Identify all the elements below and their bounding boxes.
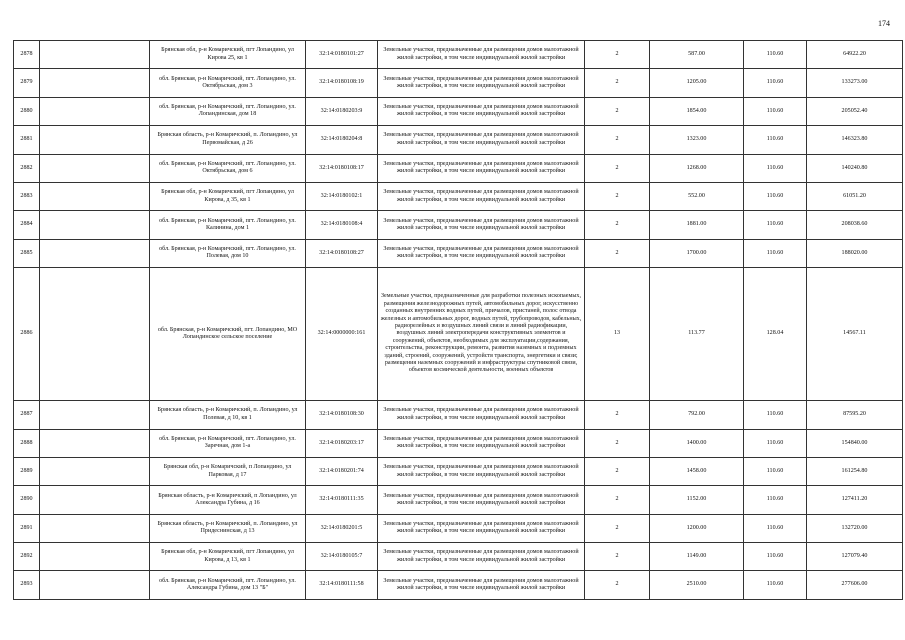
rate-cell: 110.60 [744, 429, 807, 457]
table-body [14, 41, 903, 600]
group-cell: 2 [585, 514, 650, 542]
land-use-cell: Земельные участки, предназначенные для разработки полезных ископаемых, размещения железнодорожных путей, автомобильных дорог, искусственно созданных внутренних водных путей, причалов, пристаней, полос отвода железных и автомобильных дорог, водных путей, трубопроводов, кабельных, радиорелейных и воздушных линий связи и линий радиофикации, воздушных линий электропередачи конструктивных элементов и сооружений, объектов, необходимых для эксплуатации,содержания, строительства, реконструкции, ремонта, развития наземных и подземных зданий, строений, сооружений, устройств транспорта, энергетики и связи; размещения наземных сооружений и инфраструктуры спутниковой связи, объектов космической деятельности, военных объектов [378, 268, 585, 401]
row-number-cell: 2889 [14, 457, 40, 485]
area-cell: 1700.00 [650, 239, 744, 267]
table-row [14, 514, 903, 542]
row-number-cell: 2880 [14, 97, 40, 125]
row-number-cell: 2886 [14, 268, 40, 401]
rate-cell: 110.60 [744, 401, 807, 429]
group-cell: 2 [585, 543, 650, 571]
cadastral-value-cell: 133273.00 [807, 69, 903, 97]
table-row [14, 401, 903, 429]
address-cell: обл. Брянская, р-н Комаричский, пгт. Лопандино, ул. Октябрьская, дом 6 [150, 154, 306, 182]
cadastral-number-cell: 32:14:0180203:17 [306, 429, 378, 457]
land-use-cell: Земельные участки, предназначенные для размещения домов малоэтажной жилой застройки, в том числе индивидуальной жилой застройки [378, 211, 585, 239]
land-use-cell: Земельные участки, предназначенные для размещения домов малоэтажной жилой застройки, в том числе индивидуальной жилой застройки [378, 69, 585, 97]
cadastral-value-cell: 64922.20 [807, 41, 903, 69]
group-cell: 2 [585, 154, 650, 182]
cadastral-number-cell: 32:14:0180108:27 [306, 239, 378, 267]
table-row [14, 182, 903, 210]
address-cell: Брянская область, р-н Комаричский, п. Лопандино, ул Придеснинская, д 13 [150, 514, 306, 542]
empty-cell [40, 486, 150, 514]
cadastral-value-cell: 87595.20 [807, 401, 903, 429]
rate-cell: 110.60 [744, 457, 807, 485]
empty-cell [40, 97, 150, 125]
rate-cell: 110.60 [744, 239, 807, 267]
empty-cell [40, 41, 150, 69]
land-use-cell: Земельные участки, предназначенные для размещения домов малоэтажной жилой застройки, в том числе индивидуальной жилой застройки [378, 401, 585, 429]
area-cell: 1400.00 [650, 429, 744, 457]
empty-cell [40, 182, 150, 210]
address-cell: Брянская обл, р-н Комаричский, пгт Лопандино, ул Кирова, д 35, кв 1 [150, 182, 306, 210]
group-cell: 2 [585, 571, 650, 599]
group-cell: 2 [585, 429, 650, 457]
area-cell: 1881.00 [650, 211, 744, 239]
cadastral-value-cell: 208038.60 [807, 211, 903, 239]
row-number-cell: 2892 [14, 543, 40, 571]
rate-cell: 110.60 [744, 97, 807, 125]
cadastral-number-cell: 32:14:0180108:4 [306, 211, 378, 239]
cadastral-value-cell: 132720.00 [807, 514, 903, 542]
empty-cell [40, 211, 150, 239]
address-cell: обл. Брянская, р-н Комаричский, пгт. Лопандино, ул. Октябрьская, дом 3 [150, 69, 306, 97]
area-cell: 1323.00 [650, 126, 744, 154]
address-cell: Брянская обл, р-н Комаричский, п Лопандино, ул Парковая, д 17 [150, 457, 306, 485]
rate-cell: 110.60 [744, 211, 807, 239]
address-cell: Брянская область, р-н Комаричский, п. Лопандино, ул Первомайская, д 26 [150, 126, 306, 154]
cadastral-value-cell: 127411.20 [807, 486, 903, 514]
cadastral-number-cell: 32:14:0180108:19 [306, 69, 378, 97]
address-cell: обл. Брянская, р-н Комаричский, пгт. Лопандино, ул. Полевая, дом 10 [150, 239, 306, 267]
group-cell: 2 [585, 486, 650, 514]
land-use-cell: Земельные участки, предназначенные для размещения домов малоэтажной жилой застройки, в том числе индивидуальной жилой застройки [378, 457, 585, 485]
row-number-cell: 2893 [14, 571, 40, 599]
land-use-cell: Земельные участки, предназначенные для размещения домов малоэтажной жилой застройки, в том числе индивидуальной жилой застройки [378, 126, 585, 154]
land-use-cell: Земельные участки, предназначенные для размещения домов малоэтажной жилой застройки, в том числе индивидуальной жилой застройки [378, 239, 585, 267]
area-cell: 2510.00 [650, 571, 744, 599]
area-cell: 552.00 [650, 182, 744, 210]
table-row [14, 571, 903, 599]
cadastral-value-cell: 140240.80 [807, 154, 903, 182]
rate-cell: 110.60 [744, 154, 807, 182]
area-cell: 1854.00 [650, 97, 744, 125]
land-use-cell: Земельные участки, предназначенные для размещения домов малоэтажной жилой застройки, в том числе индивидуальной жилой застройки [378, 154, 585, 182]
land-use-cell: Земельные участки, предназначенные для размещения домов малоэтажной жилой застройки, в том числе индивидуальной жилой застройки [378, 486, 585, 514]
address-cell: Брянская область, р-н Комаричский, п Лопандино, ул Александра Губина, д 16 [150, 486, 306, 514]
empty-cell [40, 543, 150, 571]
area-cell: 792.00 [650, 401, 744, 429]
group-cell: 2 [585, 239, 650, 267]
area-cell: 1205.00 [650, 69, 744, 97]
empty-cell [40, 429, 150, 457]
area-cell: 587.00 [650, 41, 744, 69]
area-cell: 1149.00 [650, 543, 744, 571]
group-cell: 2 [585, 457, 650, 485]
row-number-cell: 2891 [14, 514, 40, 542]
empty-cell [40, 514, 150, 542]
cadastral-number-cell: 32:14:0180201:74 [306, 457, 378, 485]
land-use-cell: Земельные участки, предназначенные для размещения домов малоэтажной жилой застройки, в том числе индивидуальной жилой застройки [378, 41, 585, 69]
cadastral-value-cell: 188020.00 [807, 239, 903, 267]
table-row [14, 41, 903, 69]
group-cell: 13 [585, 268, 650, 401]
rate-cell: 110.60 [744, 69, 807, 97]
group-cell: 2 [585, 41, 650, 69]
table-row [14, 126, 903, 154]
address-cell: Брянская область, р-н Комаричский, п. Лопандино, ул Полевая, д 10, кв 1 [150, 401, 306, 429]
empty-cell [40, 457, 150, 485]
address-cell: обл. Брянская, р-н Комаричский, пгт. Лопандино, МО Лопандинское сельское поселение [150, 268, 306, 401]
rate-cell: 110.60 [744, 126, 807, 154]
cadastral-value-cell: 277606.00 [807, 571, 903, 599]
land-use-cell: Земельные участки, предназначенные для размещения домов малоэтажной жилой застройки, в том числе индивидуальной жилой застройки [378, 514, 585, 542]
empty-cell [40, 69, 150, 97]
rate-cell: 110.60 [744, 41, 807, 69]
row-number-cell: 2882 [14, 154, 40, 182]
cadastral-number-cell: 32:14:0180111:35 [306, 486, 378, 514]
group-cell: 2 [585, 182, 650, 210]
table-row [14, 239, 903, 267]
table-row [14, 97, 903, 125]
rate-cell: 110.60 [744, 571, 807, 599]
page-number: 174 [878, 19, 890, 28]
group-cell: 2 [585, 97, 650, 125]
row-number-cell: 2884 [14, 211, 40, 239]
land-use-cell: Земельные участки, предназначенные для размещения домов малоэтажной жилой застройки, в том числе индивидуальной жилой застройки [378, 97, 585, 125]
table-row [14, 429, 903, 457]
cadastral-value-cell: 127079.40 [807, 543, 903, 571]
empty-cell [40, 126, 150, 154]
group-cell: 2 [585, 401, 650, 429]
table-row [14, 457, 903, 485]
area-cell: 113.77 [650, 268, 744, 401]
rate-cell: 110.60 [744, 486, 807, 514]
area-cell: 1200.00 [650, 514, 744, 542]
table-row [14, 69, 903, 97]
table-row [14, 268, 903, 401]
cadastral-value-table [13, 40, 903, 600]
row-number-cell: 2881 [14, 126, 40, 154]
table-row [14, 543, 903, 571]
address-cell: Брянская обл, р-н Комаричский, пгт Лопандино, ул Кирова 25, кв 1 [150, 41, 306, 69]
land-use-cell: Земельные участки, предназначенные для размещения домов малоэтажной жилой застройки, в том числе индивидуальной жилой застройки [378, 543, 585, 571]
row-number-cell: 2878 [14, 41, 40, 69]
cadastral-value-cell: 14567.11 [807, 268, 903, 401]
cadastral-number-cell: 32:14:0180102:1 [306, 182, 378, 210]
group-cell: 2 [585, 69, 650, 97]
table-row [14, 486, 903, 514]
cadastral-value-cell: 154840.00 [807, 429, 903, 457]
group-cell: 2 [585, 126, 650, 154]
cadastral-number-cell: 32:14:0180201:5 [306, 514, 378, 542]
cadastral-value-cell: 205052.40 [807, 97, 903, 125]
rate-cell: 128.04 [744, 268, 807, 401]
empty-cell [40, 239, 150, 267]
table-row [14, 211, 903, 239]
group-cell: 2 [585, 211, 650, 239]
row-number-cell: 2887 [14, 401, 40, 429]
table-row [14, 154, 903, 182]
empty-cell [40, 154, 150, 182]
cadastral-number-cell: 32:14:0180108:17 [306, 154, 378, 182]
cadastral-number-cell: 32:14:0180101:27 [306, 41, 378, 69]
empty-cell [40, 401, 150, 429]
address-cell: обл. Брянская, р-н Комаричский, пгт. Лопандино, ул. Лопандинская, дом 18 [150, 97, 306, 125]
cadastral-number-cell: 32:14:0180105:7 [306, 543, 378, 571]
area-cell: 1152.00 [650, 486, 744, 514]
row-number-cell: 2888 [14, 429, 40, 457]
address-cell: обл. Брянская, р-н Комаричский, пгт. Лопандино, ул. Александра Губина, дом 13 "Б" [150, 571, 306, 599]
area-cell: 1458.00 [650, 457, 744, 485]
address-cell: обл. Брянская, р-н Комаричский, пгт. Лопандино, ул. Заречная, дом 1-а [150, 429, 306, 457]
address-cell: обл. Брянская, р-н Комаричский, пгт. Лопандино, ул. Калинина, дом 1 [150, 211, 306, 239]
cadastral-value-cell: 146323.80 [807, 126, 903, 154]
empty-cell [40, 571, 150, 599]
empty-cell [40, 268, 150, 401]
row-number-cell: 2883 [14, 182, 40, 210]
cadastral-number-cell: 32:14:0180111:58 [306, 571, 378, 599]
row-number-cell: 2890 [14, 486, 40, 514]
land-use-cell: Земельные участки, предназначенные для размещения домов малоэтажной жилой застройки, в том числе индивидуальной жилой застройки [378, 182, 585, 210]
land-use-cell: Земельные участки, предназначенные для размещения домов малоэтажной жилой застройки, в том числе индивидуальной жилой застройки [378, 571, 585, 599]
cadastral-number-cell: 32:14:0180203:9 [306, 97, 378, 125]
row-number-cell: 2879 [14, 69, 40, 97]
cadastral-number-cell: 32:14:0180108:30 [306, 401, 378, 429]
rate-cell: 110.60 [744, 514, 807, 542]
area-cell: 1268.00 [650, 154, 744, 182]
cadastral-number-cell: 32:14:0000000:161 [306, 268, 378, 401]
rate-cell: 110.60 [744, 543, 807, 571]
rate-cell: 110.60 [744, 182, 807, 210]
cadastral-number-cell: 32:14:0180204:8 [306, 126, 378, 154]
land-use-cell: Земельные участки, предназначенные для размещения домов малоэтажной жилой застройки, в том числе индивидуальной жилой застройки [378, 429, 585, 457]
row-number-cell: 2885 [14, 239, 40, 267]
address-cell: Брянская обл, р-н Комаричский, пгт Лопандино, ул Кирова, д 13, кв 1 [150, 543, 306, 571]
cadastral-value-cell: 61051.20 [807, 182, 903, 210]
cadastral-value-cell: 161254.80 [807, 457, 903, 485]
